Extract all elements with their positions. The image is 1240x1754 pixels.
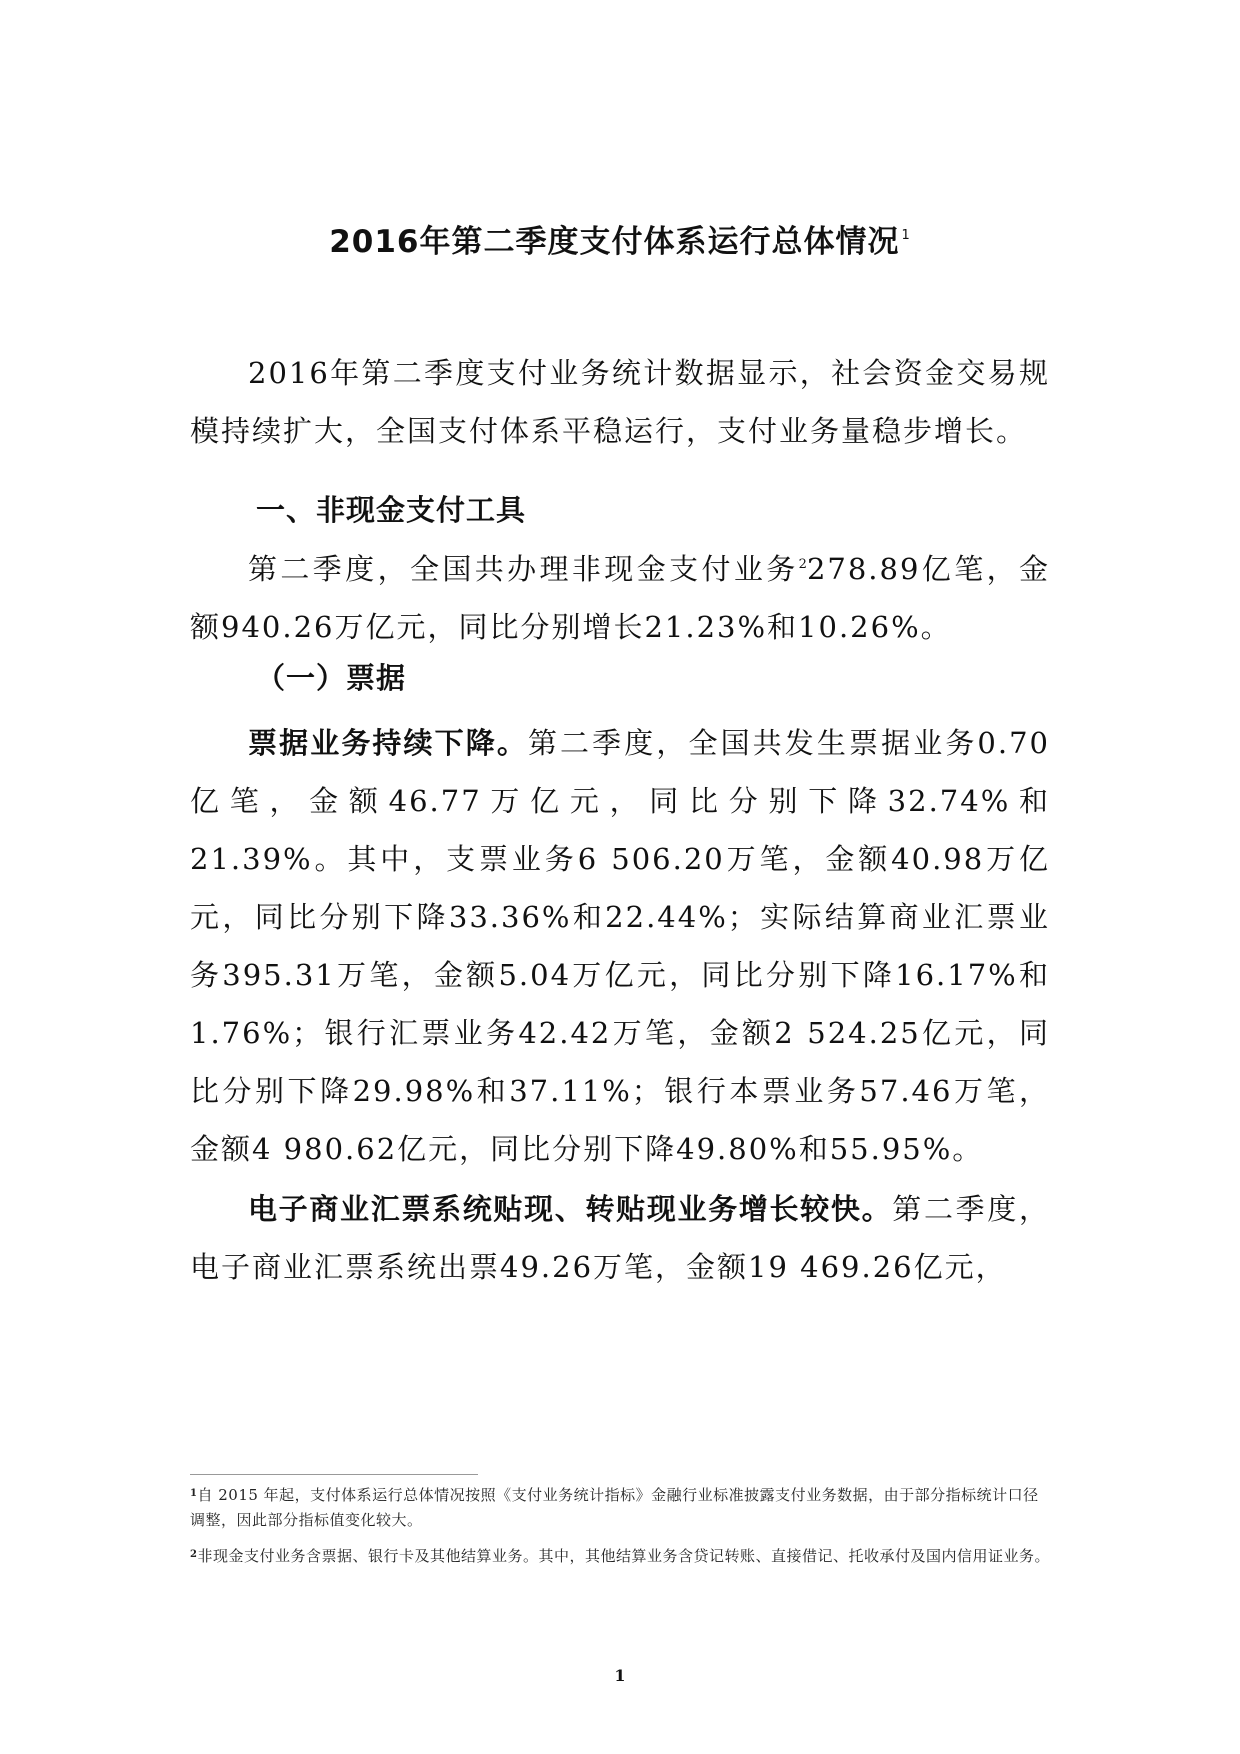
footnote-separator xyxy=(190,1474,478,1475)
section-heading-noncash: 一、非现金支付工具 xyxy=(256,493,527,527)
intro-paragraph: 2016年第二季度支付业务统计数据显示，社会资金交易规模持续扩大，全国支付体系平稳运行，支付业务量稳步增长。 xyxy=(190,356,1050,448)
ecds-lead-sentence: 电子商业汇票系统贴现、转贴现业务增长较快。 xyxy=(248,1192,893,1226)
page-title xyxy=(0,222,1240,262)
ecds-body-text: 第二季度，电子商业汇票系统出票49.26万笔，金额19 469.26亿元， xyxy=(190,1192,1050,1284)
footnote-1-marker: 1 xyxy=(190,1488,198,1499)
bills-body-text: 第二季度，全国共发生票据业务0.70亿笔，金额46.77万亿元，同比分别下降32.74%和21.39%。其中，支票业务6 506.20万笔，金额40.98万亿元，同比分别下降33.36%和22.44%；实际结算商业汇票业务395.31万笔，金额5.04万亿元，同比分别下降16.17%和1.76%；银行汇票业务42.42万笔，金额2 524.25亿元，同比分别下降29.98%和37.11%；银行本票业务57.46万笔，金额4 980.62亿元，同比分别下降49.80%和55.95%。 xyxy=(190,726,1050,1166)
subsection-heading-bills: （一）票据 xyxy=(256,661,407,695)
footnote-1 xyxy=(190,1483,1050,1533)
footnote-2-marker: 2 xyxy=(190,1549,198,1560)
bills-lead-sentence: 票据业务持续下降。 xyxy=(248,726,528,760)
noncash-text-start: 第二季度，全国共办理非现金支付业务 xyxy=(248,552,799,586)
footnote-2 xyxy=(190,1544,1050,1569)
noncash-text-end: 278.89亿笔，金额940.26万亿元，同比分别增长21.23%和10.26%。 xyxy=(190,552,1050,644)
title-text: 2016年第二季度支付体系运行总体情况 xyxy=(329,224,900,260)
footnote-2-text: 非现金支付业务含票据、银行卡及其他结算业务。其中，其他结算业务含贷记转账、直接借记、托收承付及国内信用证业务。 xyxy=(197,1547,1050,1565)
noncash-paragraph xyxy=(190,540,1050,656)
page-number: 1 xyxy=(614,1666,626,1685)
bills-paragraph xyxy=(190,714,1050,1178)
footnote-ref-2[interactable]: 2 xyxy=(798,557,807,572)
footnote-1-text: 自 2015 年起，支付体系运行总体情况按照《支付业务统计指标》金融行业标准披露支付业务数据，由于部分指标统计口径调整，因此部分指标值变化较大。 xyxy=(190,1486,1039,1529)
ecds-paragraph xyxy=(190,1180,1050,1296)
footnote-ref-1[interactable]: 1 xyxy=(901,228,911,243)
